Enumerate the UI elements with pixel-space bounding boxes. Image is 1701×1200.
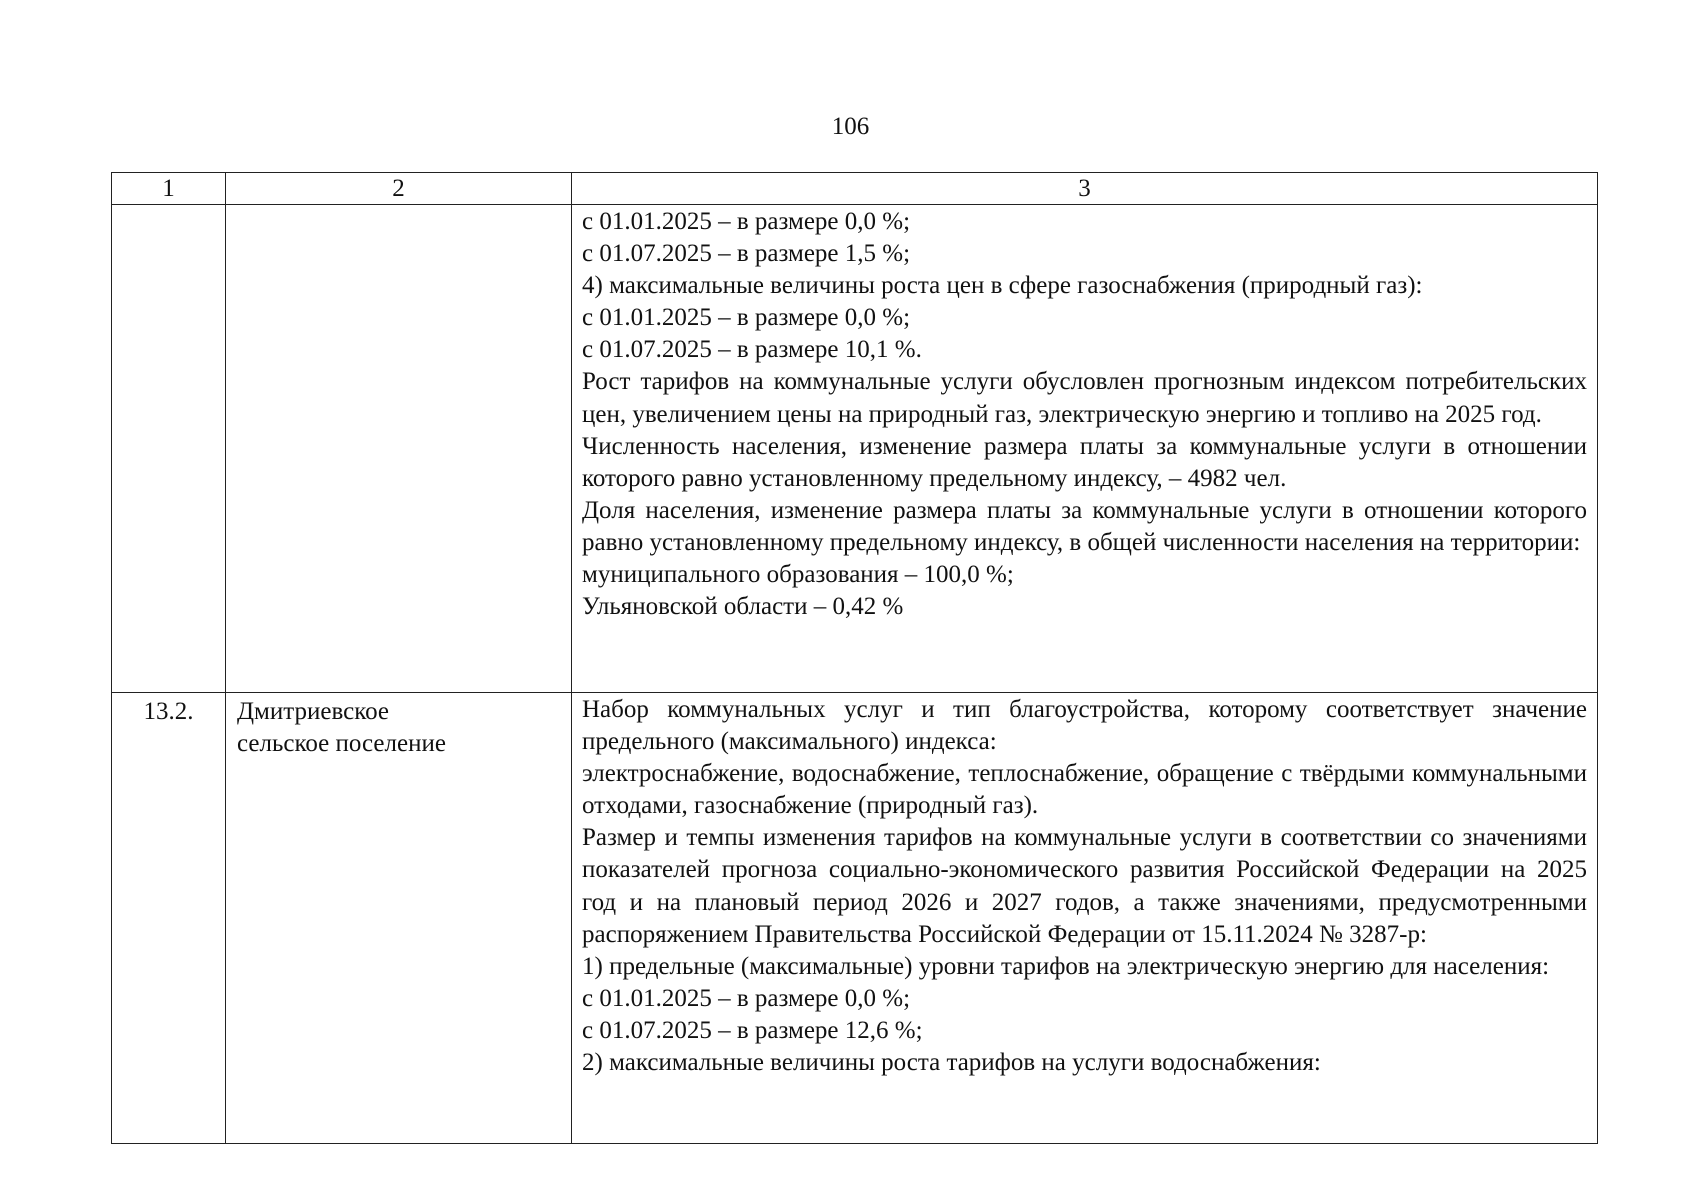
description-paragraph: Размер и темпы изменения тарифов на коммунальные услуги в соответствии со значениями показателей прогноза социально-экономического развития Российской Федерации на 2025 год и на плановый период 2026 и 2027 годов, а также значениями, предусмотренными распоряжением Правительства Российской Федерации от 15.11.2024 № 3287-р: xyxy=(582,824,1587,948)
settlement-name-cell xyxy=(226,205,572,693)
description-line: с 01.01.2025 – в размере 0,0 %; xyxy=(582,208,911,235)
description-paragraph: 1) предельные (максимальные) уровни тарифов на электрическую энергию для населения: xyxy=(582,952,1550,980)
description-line: муниципального образования – 100,0 %; xyxy=(582,561,1014,589)
description-paragraph: Рост тарифов на коммунальные услуги обусловлен прогнозным индексом потребительских цен, увеличением цены на природный газ, электрическую энергию и топливо на 2025 год. xyxy=(582,368,1587,428)
settlement-name-line: Дмитриевское xyxy=(237,698,389,725)
header-col-1: 1 xyxy=(112,173,226,205)
description-line: с 01.01.2025 – в размере 0,0 %; xyxy=(582,984,911,1012)
header-col-3: 3 xyxy=(572,173,1598,205)
description-paragraph: электроснабжение, водоснабжение, теплоснабжение, обращение с твёрдыми коммунальными отходами, газоснабжение (природный газ). xyxy=(582,760,1587,820)
tariff-table xyxy=(111,172,1598,1144)
description-line: 2) максимальные величины роста тарифов на услуги водоснабжения: xyxy=(582,1049,1321,1077)
row-number-cell: 13.2. xyxy=(112,693,226,1144)
description-cell xyxy=(572,205,1598,693)
description-paragraph: Численность населения, изменение размера платы за коммунальные услуги в отношении которого равно установленному предельному индексу, – 4982 чел. xyxy=(582,432,1587,492)
description-line: 4) максимальные величины роста цен в сфере газоснабжения (природный газ): xyxy=(582,272,1423,300)
settlement-name-cell xyxy=(226,693,572,1144)
settlement-name-line: сельское поселение xyxy=(237,730,446,758)
description-cell xyxy=(572,693,1598,1144)
description-line: с 01.07.2025 – в размере 1,5 %; xyxy=(582,240,911,268)
description-line: с 01.01.2025 – в размере 0,0 %; xyxy=(582,304,911,332)
description-paragraph: Набор коммунальных услуг и тип благоустройства, которому соответствует значение предельного (максимального) индекса: xyxy=(582,696,1587,756)
description-line: с 01.07.2025 – в размере 10,1 %. xyxy=(582,336,922,364)
table-row xyxy=(112,205,1598,693)
description-line: с 01.07.2025 – в размере 12,6 %; xyxy=(582,1016,923,1044)
description-line: Ульяновской области – 0,42 % xyxy=(582,593,904,621)
table-row xyxy=(112,693,1598,1144)
header-col-2: 2 xyxy=(226,173,572,205)
header-row xyxy=(112,173,1598,205)
row-number-cell xyxy=(112,205,226,693)
description-paragraph: Доля населения, изменение размера платы за коммунальные услуги в отношении которого равно установленному предельному индексу, в общей численности населения на территории: xyxy=(582,496,1587,556)
page-number: 106 xyxy=(831,113,870,140)
